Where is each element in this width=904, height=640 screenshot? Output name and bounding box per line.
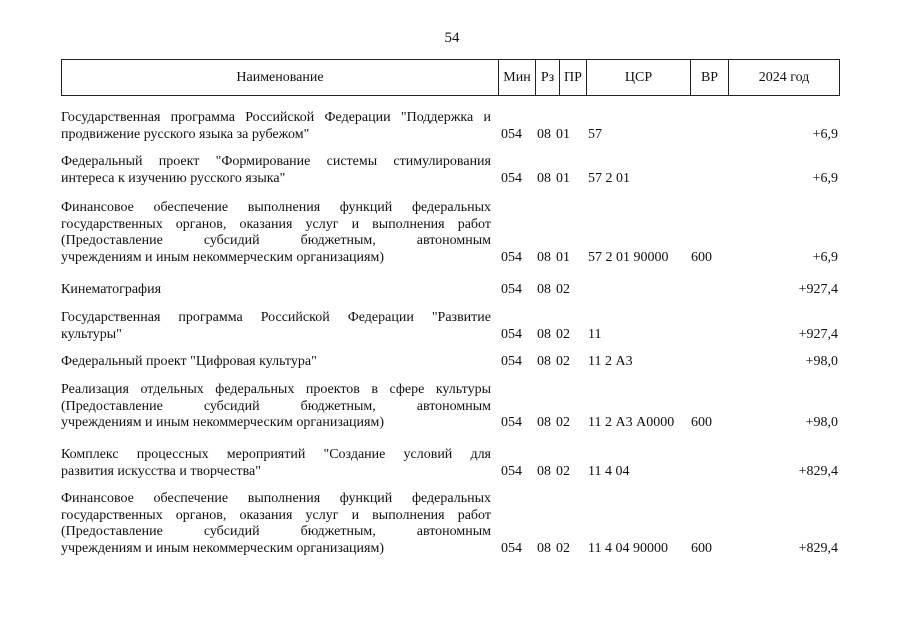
row-pr: 02 bbox=[556, 354, 570, 369]
row-name-line: государственных органов, оказания услуг и выполнения работ bbox=[61, 216, 491, 232]
row-sum: +829,4 bbox=[798, 463, 838, 479]
row-name-line: культуры" bbox=[61, 326, 122, 342]
row-sum: +6,9 bbox=[812, 126, 838, 142]
row-name-line: Государственная программа Российской Федерации "Развитие bbox=[61, 310, 491, 325]
row-vr: 600 bbox=[691, 249, 712, 265]
row-rz: 08 bbox=[537, 415, 551, 430]
row-min: 054 bbox=[501, 540, 522, 556]
row-sum: +829,4 bbox=[798, 540, 838, 556]
row-csr: 57 2 01 90000 bbox=[588, 249, 669, 265]
row-sum: +98,0 bbox=[805, 354, 838, 369]
row-name-line: интереса к изучению русского языка" bbox=[61, 170, 286, 186]
row-vr: 600 bbox=[691, 415, 712, 430]
row-name-line: Федеральный проект "Цифровая культура" bbox=[61, 354, 317, 369]
row-name-line: (Предоставление субсидий бюджетным, автономным bbox=[61, 524, 491, 539]
row-pr: 02 bbox=[556, 415, 570, 430]
row-csr: 57 2 01 bbox=[588, 170, 630, 186]
row-pr: 01 bbox=[556, 170, 570, 186]
row-name-line: учреждениям и иным некоммерческим организациям) bbox=[61, 540, 385, 556]
row-sum: +927,4 bbox=[798, 326, 838, 342]
row-min: 054 bbox=[501, 126, 522, 142]
row-min: 054 bbox=[501, 463, 522, 479]
row-name-line: продвижение русского языка за рубежом" bbox=[61, 126, 310, 142]
row-sum: +6,9 bbox=[812, 249, 838, 265]
row-min: 054 bbox=[501, 170, 522, 186]
row-rz: 08 bbox=[537, 326, 551, 342]
row-rz: 08 bbox=[537, 249, 551, 265]
row-name-line: Федеральный проект "Формирование системы стимулирования bbox=[61, 154, 491, 169]
row-min: 054 bbox=[501, 282, 522, 297]
row-pr: 01 bbox=[556, 126, 570, 142]
row-rz: 08 bbox=[537, 354, 551, 369]
row-min: 054 bbox=[501, 326, 522, 342]
row-name-line: учреждениям и иным некоммерческим организациям) bbox=[61, 249, 385, 265]
row-rz: 08 bbox=[537, 540, 551, 556]
table-header bbox=[61, 59, 840, 96]
row-csr: 11 4 04 bbox=[588, 463, 630, 479]
row-rz: 08 bbox=[537, 282, 551, 297]
row-name-line: Комплекс процессных мероприятий "Создание условий для bbox=[61, 447, 491, 462]
row-name-line: Государственная программа Российской Федерации "Поддержка и bbox=[61, 110, 491, 125]
row-sum: +927,4 bbox=[798, 282, 838, 297]
row-sum: +98,0 bbox=[805, 415, 838, 430]
row-rz: 08 bbox=[537, 126, 551, 142]
row-name-line: (Предоставление субсидий бюджетным, автономным bbox=[61, 398, 491, 414]
row-name-line: государственных органов, оказания услуг и выполнения работ bbox=[61, 507, 491, 523]
header-csr: ЦСР bbox=[586, 60, 690, 95]
row-vr: 600 bbox=[691, 540, 712, 556]
header-rz: Рз bbox=[535, 60, 559, 95]
row-csr: 11 4 04 90000 bbox=[588, 540, 668, 556]
row-name-line: (Предоставление субсидий бюджетным, автономным bbox=[61, 233, 491, 248]
page-number: 54 bbox=[444, 30, 460, 46]
row-name-line: учреждениям и иным некоммерческим организациям) bbox=[61, 415, 385, 430]
row-name bbox=[61, 154, 491, 187]
row-pr: 02 bbox=[556, 463, 570, 479]
row-csr: 57 bbox=[588, 126, 602, 142]
row-name bbox=[61, 282, 491, 299]
row-min: 054 bbox=[501, 249, 522, 265]
row-name-line: Финансовое обеспечение выполнения функций федеральных bbox=[61, 491, 491, 506]
header-name: Наименование bbox=[236, 69, 324, 85]
row-csr: 11 2 А3 А0000 bbox=[588, 415, 675, 430]
row-name bbox=[61, 354, 491, 371]
row-sum: +6,9 bbox=[812, 170, 838, 186]
row-name-line: Кинематография bbox=[61, 282, 162, 297]
row-name bbox=[61, 447, 491, 480]
row-min: 054 bbox=[501, 415, 522, 430]
row-name bbox=[61, 110, 491, 143]
header-vr: ВР bbox=[690, 60, 728, 95]
header-pr: ПР bbox=[559, 60, 586, 95]
row-csr: 11 bbox=[588, 326, 602, 342]
row-name bbox=[61, 491, 491, 557]
row-pr: 02 bbox=[556, 282, 570, 297]
row-min: 054 bbox=[501, 354, 522, 369]
row-pr: 01 bbox=[556, 249, 570, 265]
header-min: Мин bbox=[498, 60, 535, 95]
row-name bbox=[61, 310, 491, 343]
row-name-line: Реализация отдельных федеральных проектов в сфере культуры bbox=[61, 382, 491, 397]
row-name-line: развития искусства и творчества" bbox=[61, 463, 261, 479]
row-rz: 08 bbox=[537, 463, 551, 479]
row-pr: 02 bbox=[556, 540, 570, 556]
row-pr: 02 bbox=[556, 326, 570, 342]
header-year: 2024 год bbox=[728, 60, 839, 95]
row-rz: 08 bbox=[537, 170, 551, 186]
row-csr: 11 2 А3 bbox=[588, 354, 633, 369]
row-name bbox=[61, 200, 491, 266]
row-name bbox=[61, 382, 491, 432]
row-name-line: Финансовое обеспечение выполнения функций федеральных bbox=[61, 200, 491, 215]
